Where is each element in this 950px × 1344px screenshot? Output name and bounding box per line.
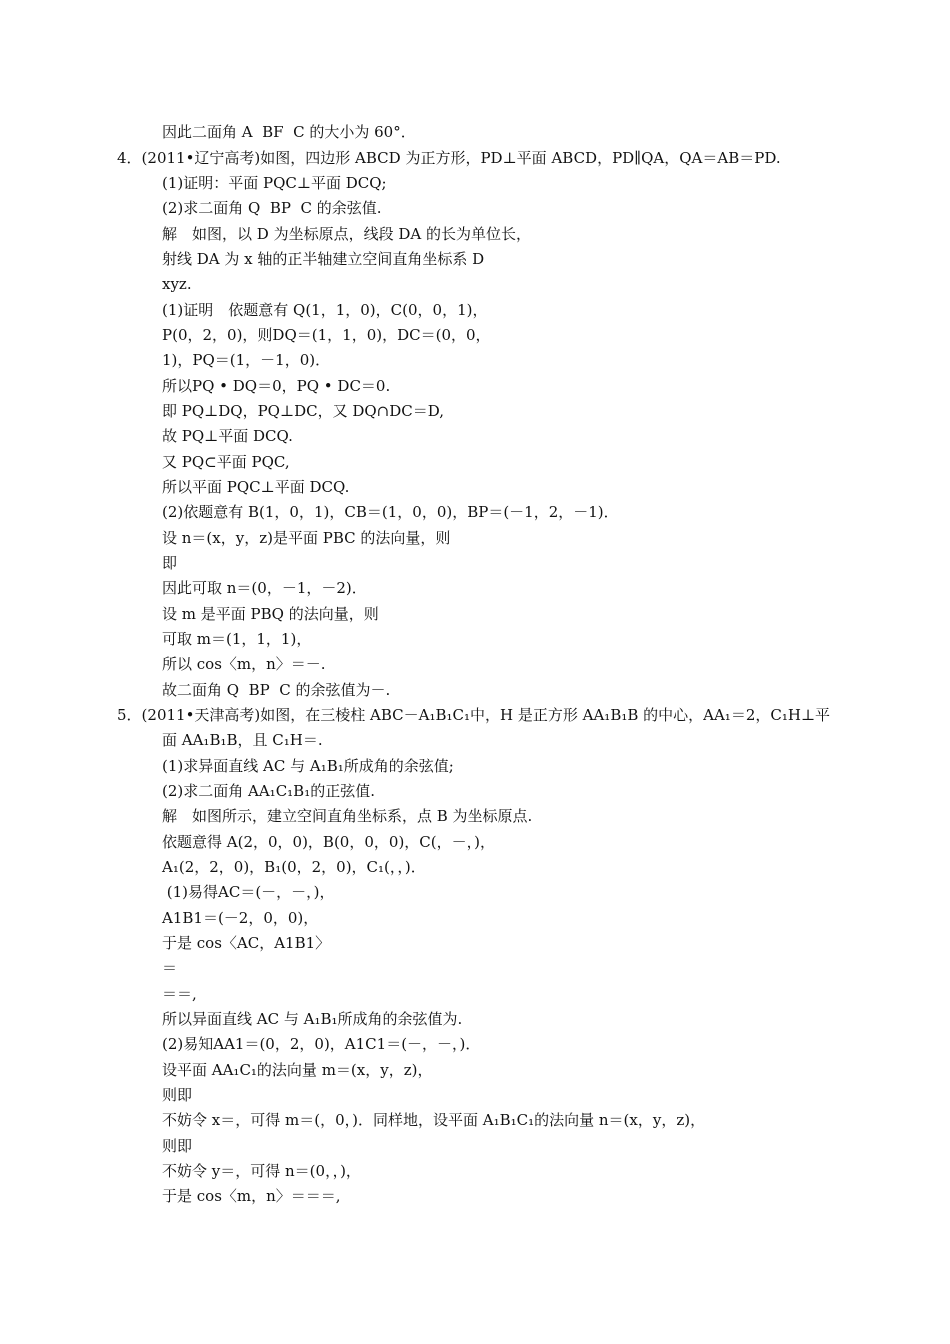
- text-line: (1)证明 依题意有 Q(1，1，0)，C(0，0，1)，: [162, 301, 488, 319]
- text-line: 于是 cos〈m，n〉＝＝＝,: [162, 1187, 341, 1205]
- text-line: 于是 cos〈AC，A1B1〉: [162, 934, 331, 952]
- text-line: (1)易得AC＝(－，－，)，: [162, 883, 335, 901]
- text-line: 依题意得 A(2，0，0)，B(0，0，0)，C(，－，)，: [162, 833, 495, 851]
- text-line: 可取 m＝(1，1，1)，: [162, 630, 312, 648]
- text-line: 所以PQ • DQ＝0，PQ • DC＝0.: [162, 377, 391, 395]
- text-line: (2)易知AA1＝(0，2，0)，A1C1＝(－，－，)．: [162, 1035, 481, 1053]
- text-line: ＝: [162, 959, 178, 977]
- text-line: 因此二面角 A BF C 的大小为 60°．: [162, 123, 416, 141]
- text-line: 因此可取 n＝(0，－1，－2)．: [162, 579, 367, 597]
- text-line: 即 PQ⊥DQ，PQ⊥DC，又 DQ∩DC＝D,: [162, 402, 445, 420]
- text-line: 故二面角 Q BP C 的余弦值为－.: [162, 681, 391, 699]
- text-line: 设平面 AA₁C₁的法向量 m＝(x，y，z)，: [162, 1061, 433, 1079]
- text-line: 则即: [162, 1086, 193, 1104]
- text-line: (2)依题意有 B(1，0，1)，CB＝(1，0，0)，BP＝(－1，2，－1)．: [162, 503, 619, 521]
- text-line: 又 PQ⊂平面 PQC,: [162, 453, 290, 471]
- text-line: A₁(2，2，0)，B₁(0，2，0)，C₁(，，)．: [162, 858, 426, 876]
- text-line: 设 n＝(x，y，z)是平面 PBC 的法向量，则: [162, 529, 451, 547]
- problem-5-heading: 5．(2011•天津高考)如图，在三棱柱 ABC－A₁B₁C₁中，H 是正方形 AA₁B₁B 的中心，AA₁＝2，C₁H⊥平: [117, 706, 831, 724]
- text-line: 所以 cos〈m，n〉＝－.: [162, 655, 326, 673]
- text-line: 不妨令 y＝，可得 n＝(0，，)，: [162, 1162, 361, 1180]
- text-line: xyz.: [162, 275, 192, 293]
- text-line: ＝＝,: [162, 985, 197, 1003]
- text-line: 解 如图，以 D 为坐标原点，线段 DA 的长为单位长，: [162, 225, 531, 243]
- text-line: 射线 DA 为 x 轴的正半轴建立空间直角坐标系 D: [162, 250, 485, 268]
- text-line: A1B1＝(－2，0，0)，: [162, 909, 319, 927]
- text-line: (1)求异面直线 AC 与 A₁B₁所成角的余弦值;: [162, 757, 454, 775]
- text-line: 故 PQ⊥平面 DCQ.: [162, 427, 293, 445]
- text-line: (2)求二面角 Q BP C 的余弦值.: [162, 199, 382, 217]
- text-line: 不妨令 x＝，可得 m＝(，0，)．同样地，设平面 A₁B₁C₁的法向量 n＝(x，y，z)，: [162, 1111, 706, 1129]
- text-line: 则即: [162, 1137, 193, 1155]
- text-line: P(0，2，0)，则DQ＝(1，1，0)，DC＝(0，0，: [162, 326, 491, 344]
- text-line: 解 如图所示，建立空间直角坐标系，点 B 为坐标原点.: [162, 807, 533, 825]
- text-line: 1)，PQ＝(1，－1，0)．: [162, 351, 331, 369]
- text-line: (1)证明：平面 PQC⊥平面 DCQ;: [162, 174, 387, 192]
- text-line: 面 AA₁B₁B，且 C₁H＝.: [162, 731, 323, 749]
- text-line: 设 m 是平面 PBQ 的法向量，则: [162, 605, 379, 623]
- text-line: (2)求二面角 AA₁C₁B₁的正弦值.: [162, 782, 375, 800]
- text-line: 所以平面 PQC⊥平面 DCQ.: [162, 478, 350, 496]
- text-line: 所以异面直线 AC 与 A₁B₁所成角的余弦值为.: [162, 1010, 463, 1028]
- problem-4-heading: 4．(2011•辽宁高考)如图，四边形 ABCD 为正方形，PD⊥平面 ABCD，PD∥QA，QA＝AB＝PD.: [117, 149, 781, 167]
- text-line: 即: [162, 554, 178, 572]
